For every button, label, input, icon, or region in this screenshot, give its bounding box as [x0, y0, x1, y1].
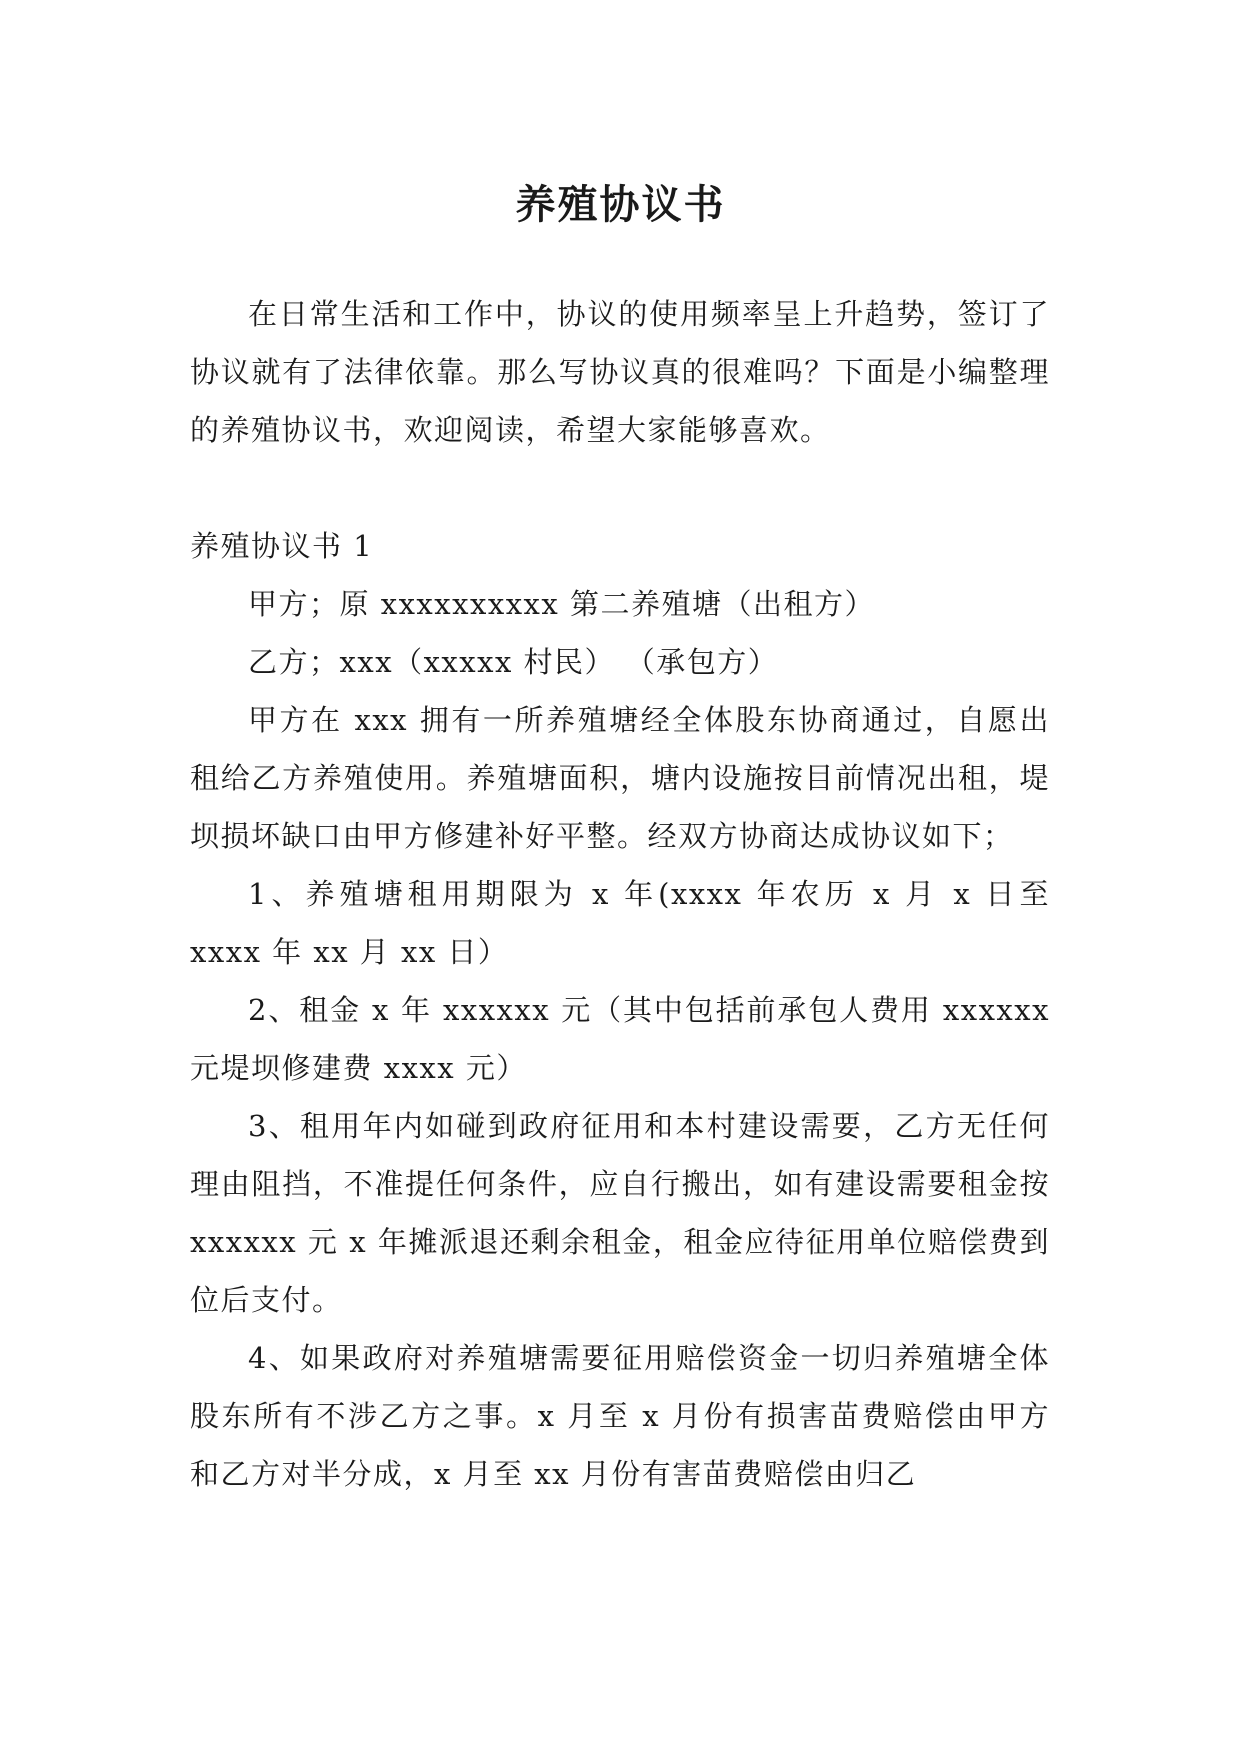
party-b-line: 乙方；xxx（xxxxx 村民） （承包方）: [248, 645, 779, 679]
paragraph-spacer: [190, 459, 1050, 517]
party-a-line: 甲方；原 xxxxxxxxxx 第二养殖塘（出租方）: [248, 587, 875, 621]
preamble-paragraph: 甲方在 xxx 拥有一所养殖塘经全体股东协商通过，自愿出租给乙方养殖使用。养殖塘面积，塘内设施按目前情况出租，堤坝损坏缺口由甲方修建补好平整。经双方协商达成协议如下；: [190, 703, 1050, 853]
document-body: [190, 285, 1050, 1503]
clause-2: 2、租金 x 年 xxxxxx 元（其中包括前承包人费用 xxxxxx 元堤坝修建费 xxxx 元）: [190, 993, 1050, 1085]
document-title: 养殖协议书: [515, 181, 726, 228]
clause-4: 4、如果政府对养殖塘需要征用赔偿资金一切归养殖塘全体股东所有不涉乙方之事。x 月至 x 月份有损害苗费赔偿由甲方和乙方对半分成，x 月至 xx 月份有害苗费赔偿由归乙: [190, 1341, 1050, 1491]
intro-paragraph: 在日常生活和工作中，协议的使用频率呈上升趋势，签订了协议就有了法律依靠。那么写协议真的很难吗？下面是小编整理的养殖协议书，欢迎阅读，希望大家能够喜欢。: [190, 297, 1050, 447]
clause-3: 3、租用年内如碰到政府征用和本村建设需要，乙方无任何理由阻挡，不准提任何条件，应自行搬出，如有建设需要租金按 xxxxxx 元 x 年摊派退还剩余租金，租金应待征用单位赔偿费到位后支付。: [190, 1109, 1050, 1317]
clause-1: 1、养殖塘租用期限为 x 年(xxxx 年农历 x 月 x 日至 xxxx 年 xx 月 xx 日）: [190, 877, 1050, 969]
section-heading: 养殖协议书 1: [190, 529, 374, 563]
